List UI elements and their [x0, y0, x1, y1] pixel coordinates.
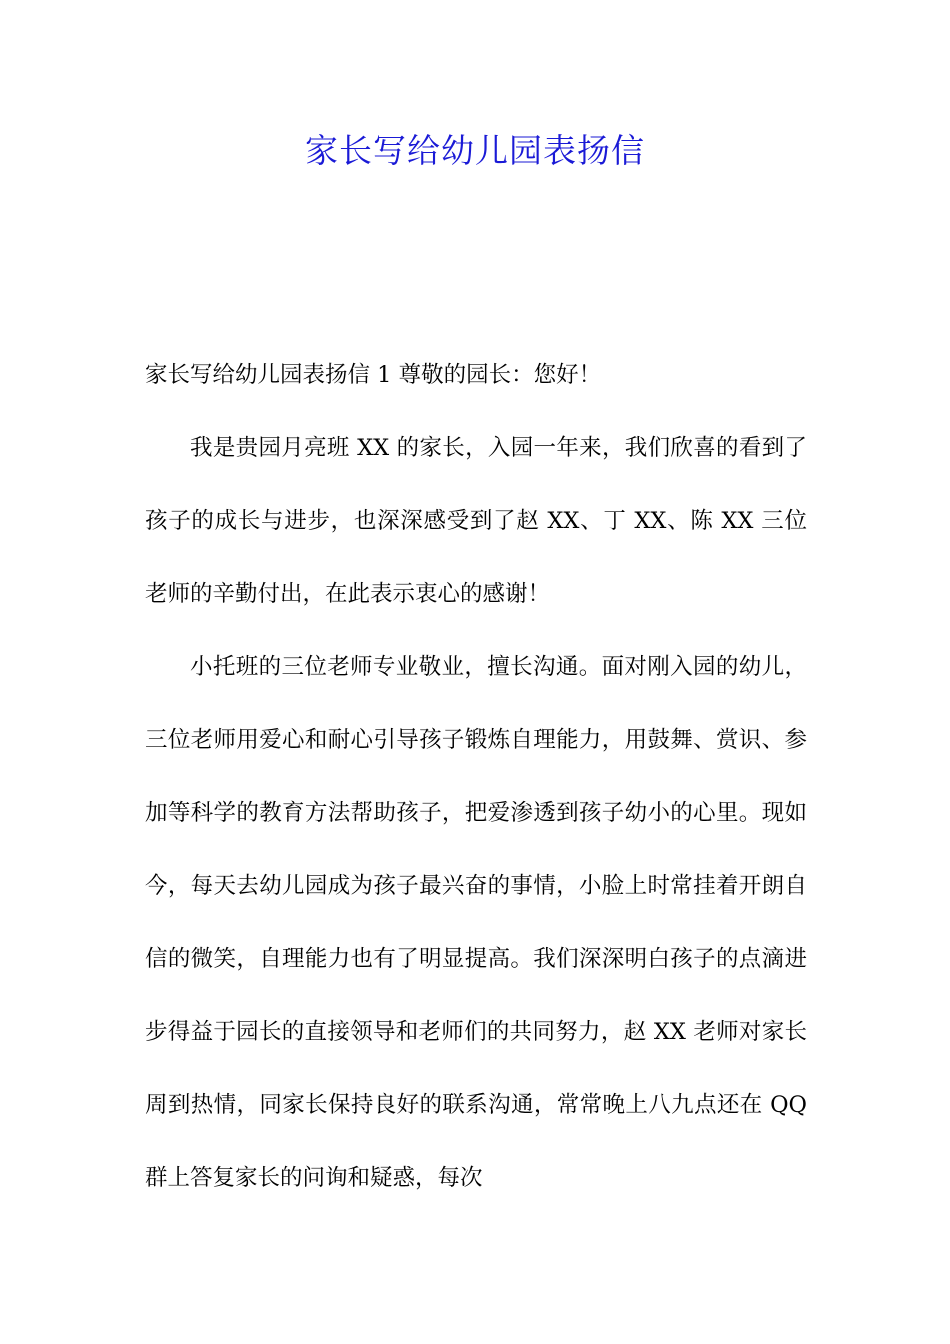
salutation-paragraph: 家长写给幼儿园表扬信 1 尊敬的园长：您好！ [145, 362, 602, 388]
document-body [145, 339, 807, 1215]
body-paragraph: 我是贵园月亮班 XX 的家长，入园一年来，我们欣喜的看到了孩子的成长与进步，也深深感受到了赵 XX、丁 XX、陈 XX 三位老师的辛勤付出，在此表示衷心的感谢！ [145, 435, 807, 607]
body-paragraph: 小托班的三位老师专业敬业，擅长沟通。面对刚入园的幼儿，三位老师用爱心和耐心引导孩子锻炼自理能力，用鼓舞、赏识、参加等科学的教育方法帮助孩子，把爱渗透到孩子幼小的心里。现如今，每天去幼儿园成为孩子最兴奋的事情，小脸上时常挂着开朗自信的微笑，自理能力也有了明显提高。我们深深明白孩子的点滴进步得益于园长的直接领导和老师们的共同努力，赵 XX 老师对家长周到热情，同家长保持良好的联系沟通，常常晚上八九点还在 QQ 群上答复家长的问询和疑惑，每次 [145, 654, 807, 1191]
document-title: 家长写给幼儿园表扬信 [305, 131, 645, 170]
